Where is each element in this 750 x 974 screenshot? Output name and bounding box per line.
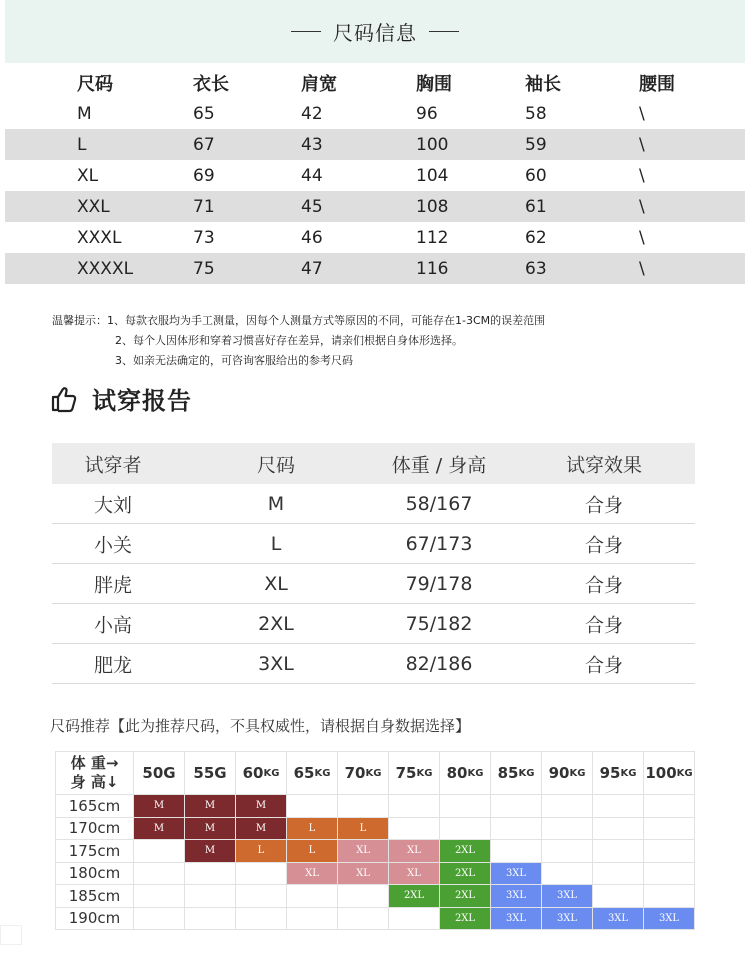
size-table-row [5, 98, 745, 129]
empty-cell [593, 840, 644, 863]
weight-header: 95 KG [593, 752, 644, 795]
try-on-cell: XL [264, 572, 288, 595]
empty-cell [134, 840, 185, 863]
header-left-rule [291, 31, 321, 32]
try-on-cell: 小关 [93, 534, 133, 556]
try-on-cell: 肥龙 [93, 654, 133, 676]
weight-header: 50G [134, 752, 185, 795]
weight-header: 75 KG [389, 752, 440, 795]
size-recommend-cell: M [185, 795, 236, 818]
size-cell: 69 [193, 165, 215, 186]
weight-header: 65 KG [287, 752, 338, 795]
size-info-header [5, 0, 745, 63]
try-on-header [52, 443, 695, 484]
empty-cell [389, 818, 440, 841]
empty-cell [491, 795, 542, 818]
report-title-text: 试穿报告 [92, 387, 192, 415]
try-on-row [52, 484, 695, 524]
size-table-row [5, 222, 745, 253]
empty-cell [491, 840, 542, 863]
size-cell: 腰围 [639, 73, 675, 95]
size-cell: 116 [416, 258, 449, 279]
height-label: 185cm [56, 885, 134, 908]
empty-cell [287, 908, 338, 931]
empty-cell [134, 908, 185, 931]
size-recommend-cell: 2XL [389, 885, 440, 908]
size-table-row [5, 253, 745, 284]
size-recommend-cell: M [236, 818, 287, 841]
empty-cell [134, 863, 185, 886]
empty-cell [236, 863, 287, 886]
empty-cell [338, 885, 389, 908]
size-cell: 袖长 [525, 73, 561, 95]
size-recommend-cell: 2XL [440, 885, 491, 908]
size-cell: M [77, 103, 92, 124]
size-table [5, 67, 745, 284]
empty-cell [491, 818, 542, 841]
height-label: 165cm [56, 795, 134, 818]
recommend-grid [55, 751, 695, 930]
size-table-header [5, 67, 745, 98]
weight-header: 55G [185, 752, 236, 795]
empty-cell [644, 795, 695, 818]
size-cell: 44 [301, 165, 323, 186]
size-cell: 71 [193, 196, 215, 217]
empty-cell [593, 863, 644, 886]
size-recommend-cell: XL [389, 840, 440, 863]
empty-cell [593, 795, 644, 818]
size-recommend-cell: L [287, 840, 338, 863]
size-cell: 100 [416, 134, 449, 155]
weight-header: 85 KG [491, 752, 542, 795]
empty-cell [644, 840, 695, 863]
size-cell: XXXL [77, 227, 122, 248]
size-cell: 108 [416, 196, 449, 217]
size-cell: 73 [193, 227, 215, 248]
try-on-row [52, 524, 695, 564]
height-label: 190cm [56, 908, 134, 931]
size-recommend-cell: 3XL [542, 908, 593, 931]
empty-cell [287, 795, 338, 818]
weight-header: 90 KG [542, 752, 593, 795]
try-on-cell: 合身 [584, 494, 624, 516]
recommend-title: 尺码推荐【此为推荐尺码，不具权威性，请根据自身数据选择】 [50, 717, 471, 735]
note-line-1: 温馨提示：1、每款衣服均为手工测量，因每个人测量方式等原因的不同，可能存在1-3CM的误差范围 [52, 314, 546, 327]
empty-cell [644, 885, 695, 908]
size-cell: L [77, 134, 87, 155]
empty-cell [593, 885, 644, 908]
size-cell: 61 [525, 196, 547, 217]
try-on-cell: 合身 [584, 534, 624, 556]
size-cell: 104 [416, 165, 449, 186]
empty-cell [185, 908, 236, 931]
height-label: 180cm [56, 863, 134, 886]
weight-header: 80 KG [440, 752, 491, 795]
size-recommend-cell: L [338, 818, 389, 841]
size-cell: 46 [301, 227, 323, 248]
size-cell: 胸围 [416, 73, 452, 95]
size-cell: 43 [301, 134, 323, 155]
thumbs-up-icon [50, 385, 78, 413]
empty-cell [134, 885, 185, 908]
empty-cell [236, 885, 287, 908]
height-label: 175cm [56, 840, 134, 863]
try-on-row [52, 644, 695, 684]
size-table-row [5, 191, 745, 222]
try-on-cell: 79/178 [405, 572, 473, 595]
empty-cell [338, 908, 389, 931]
size-recommend-cell: 3XL [644, 908, 695, 931]
size-cell: 衣长 [193, 73, 229, 95]
size-cell: \ [639, 134, 645, 155]
try-on-cell: 合身 [584, 654, 624, 676]
note-line-3: 3、如亲无法确定的，可咨询客服给出的参考尺码 [115, 354, 353, 367]
size-cell: \ [639, 258, 645, 279]
size-cell: \ [639, 103, 645, 124]
size-cell: \ [639, 165, 645, 186]
note-line-2: 2、每个人因体形和穿着习惯喜好存在差异，请亲们根据自身体形选择。 [115, 334, 463, 347]
size-cell: 肩宽 [301, 73, 337, 95]
weight-height-corner [56, 752, 134, 795]
size-cell: 45 [301, 196, 323, 217]
try-on-cell: 试穿者 [84, 454, 142, 476]
header-right-rule [429, 31, 459, 32]
size-cell: 尺码 [77, 73, 113, 95]
try-on-cell: M [267, 492, 285, 515]
try-on-row [52, 604, 695, 644]
try-on-table [52, 443, 695, 684]
try-on-cell: 67/173 [405, 532, 473, 555]
try-on-cell: 合身 [584, 614, 624, 636]
size-recommend-cell: XL [338, 863, 389, 886]
size-recommend-cell: M [236, 795, 287, 818]
try-on-cell: 3XL [258, 652, 294, 675]
size-cell: 63 [525, 258, 547, 279]
size-cell: 42 [301, 103, 323, 124]
try-on-cell: 尺码 [256, 454, 296, 476]
weight-header: 100 KG [644, 752, 695, 795]
corner-height-label: 身 高↓ [70, 773, 119, 791]
corner-weight-label: 体 重→ [70, 754, 119, 772]
size-cell: 47 [301, 258, 323, 279]
size-recommend-cell: XL [389, 863, 440, 886]
try-on-cell: 试穿效果 [565, 454, 643, 476]
try-on-cell: 58/167 [405, 492, 473, 515]
corner-fragment [0, 925, 22, 945]
size-recommend-cell: M [134, 818, 185, 841]
empty-cell [644, 863, 695, 886]
size-cell: XL [77, 165, 99, 186]
size-cell: 59 [525, 134, 547, 155]
empty-cell [236, 908, 287, 931]
size-recommend-cell: 3XL [491, 863, 542, 886]
try-on-cell: 75/182 [405, 612, 473, 635]
weight-header: 60 KG [236, 752, 287, 795]
empty-cell [542, 795, 593, 818]
size-info-title: 尺码信息 [333, 21, 417, 45]
notes [52, 311, 545, 371]
size-recommend-cell: L [236, 840, 287, 863]
size-recommend-cell: XL [287, 863, 338, 886]
try-on-cell: 2XL [258, 612, 294, 635]
size-cell: 96 [416, 103, 438, 124]
size-recommend-cell: 3XL [491, 885, 542, 908]
size-cell: \ [639, 227, 645, 248]
size-cell: 112 [416, 227, 449, 248]
empty-cell [542, 840, 593, 863]
size-recommend-cell: L [287, 818, 338, 841]
size-recommend-cell: 3XL [593, 908, 644, 931]
height-label: 170cm [56, 818, 134, 841]
size-recommend-cell: M [134, 795, 185, 818]
try-on-cell: 小高 [93, 614, 133, 636]
size-recommend-cell: M [185, 840, 236, 863]
size-recommend-cell: M [185, 818, 236, 841]
report-title [50, 381, 192, 416]
try-on-cell: 82/186 [405, 652, 473, 675]
size-recommend-cell: 3XL [542, 885, 593, 908]
empty-cell [440, 818, 491, 841]
empty-cell [542, 863, 593, 886]
try-on-cell: 大刘 [93, 494, 133, 516]
size-cell: XXL [77, 196, 110, 217]
empty-cell [185, 863, 236, 886]
size-recommend-cell: 3XL [491, 908, 542, 931]
size-cell: 58 [525, 103, 547, 124]
size-recommend-cell: XL [338, 840, 389, 863]
size-recommend-cell: 2XL [440, 863, 491, 886]
size-cell: \ [639, 196, 645, 217]
size-cell: 75 [193, 258, 215, 279]
size-table-row [5, 129, 745, 160]
empty-cell [287, 885, 338, 908]
size-cell: XXXXL [77, 258, 134, 279]
size-recommend-cell: 2XL [440, 908, 491, 931]
empty-cell [440, 795, 491, 818]
size-recommend-cell: 2XL [440, 840, 491, 863]
empty-cell [542, 818, 593, 841]
try-on-cell: 体重 / 身高 [391, 454, 487, 476]
try-on-cell: 胖虎 [93, 574, 133, 596]
size-cell: 65 [193, 103, 215, 124]
size-cell: 60 [525, 165, 547, 186]
empty-cell [593, 818, 644, 841]
empty-cell [644, 818, 695, 841]
empty-cell [338, 795, 389, 818]
size-cell: 67 [193, 134, 215, 155]
try-on-row [52, 564, 695, 604]
weight-header: 70 KG [338, 752, 389, 795]
empty-cell [389, 795, 440, 818]
try-on-cell: L [270, 532, 282, 555]
size-table-row [5, 160, 745, 191]
size-cell: 62 [525, 227, 547, 248]
empty-cell [389, 908, 440, 931]
empty-cell [185, 885, 236, 908]
try-on-cell: 合身 [584, 574, 624, 596]
